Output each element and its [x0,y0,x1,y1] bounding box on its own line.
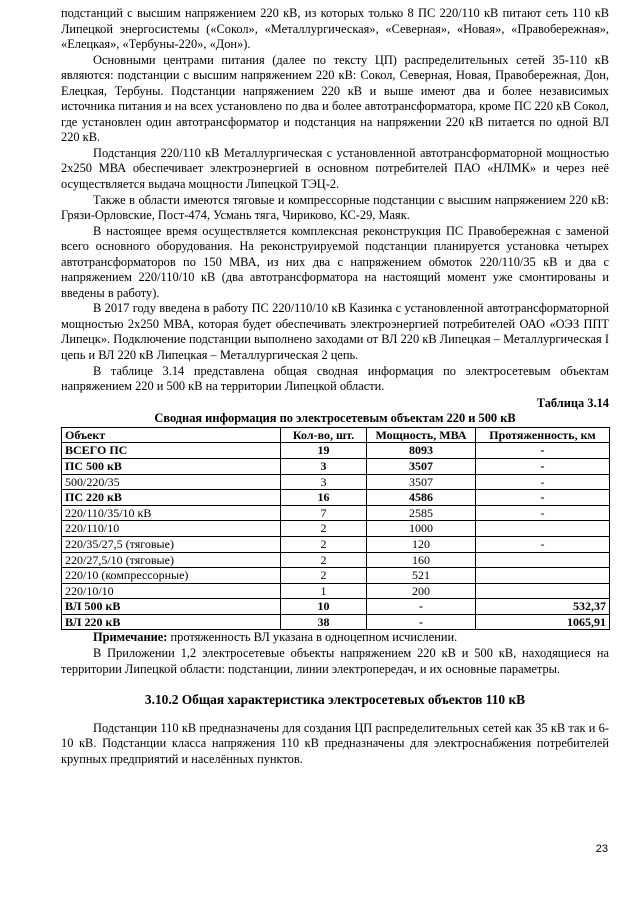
paragraph: В таблице 3.14 представлена общая сводная информация по электросетевым объектам напряжением 220 и 500 кВ на территории Липецкой области. [61,363,609,394]
cell-power: 1000 [367,521,476,537]
cell-object: 220/110/10 [62,521,281,537]
cell-object: 220/10 (компрессорные) [62,568,281,584]
paragraph: подстанций с высшим напряжением 220 кВ, из которых только 8 ПС 220/110 кВ питают сеть 110 кВ Липецкой энергосистемы («Сокол», «Металлургическая», «Северная», «Новая», «Правобережная», «Елецкая», «Тербуны-220», «Дон»). [61,6,609,52]
paragraph: Подстанция 220/110 кВ Металлургическая с установленной автотрансформаторной мощностью 2х250 МВА обеспечивает электроэнергией в основном потребителей ПАО «НЛМК» и через неё осуществляется выдача мощности Липецкой ТЭЦ-2. [61,145,609,192]
cell-object: ВЛ 220 кВ [62,614,281,630]
cell-count: 1 [281,583,367,599]
paragraph: Также в области имеются тяговые и компрессорные подстанции с высшим напряжением 220 кВ: Грязи-Орловские, Пост-474, Усмань тяга, Чириково, КС-29, Маяк. [61,192,609,223]
cell-count: 3 [281,474,367,490]
cell-count: 16 [281,490,367,506]
cell-power: 3507 [367,474,476,490]
cell-count: 3 [281,458,367,474]
cell-power: - [367,599,476,615]
cell-object: 500/220/35 [62,474,281,490]
cell-length: - [476,443,610,459]
cell-object: 220/10/10 [62,583,281,599]
table-row [62,490,610,506]
note-label: Примечание: [93,630,168,645]
cell-count: 2 [281,536,367,552]
cell-length: - [476,490,610,506]
cell-length: 532,37 [476,599,610,615]
column-header-power: Мощность, МВА [367,427,476,443]
paragraph: В 2017 году введена в работу ПС 220/110/10 кВ Казинка с установленной автотрансформаторной мощностью 2х250 МВА, которая будет обеспечивать электроэнергией потребителей ОАО «ОЭЗ ППТ Липецк». Подключение подстанции выполнено заходами от ВЛ 220 кВ Липецкая – Металлургическая I цепь и ВЛ 220 кВ Липецкая – Металлургическая 2 цепь. [61,301,609,363]
cell-count: 2 [281,521,367,537]
table-number: Таблица 3.14 [536,395,609,410]
column-header-length: Протяженность, км [476,427,610,443]
cell-power: 160 [367,552,476,568]
cell-power: 521 [367,568,476,584]
table-row [62,583,610,599]
cell-power: - [367,614,476,630]
cell-object: 220/35/27,5 (тяговые) [62,536,281,552]
table-body [62,443,610,630]
cell-object: ВСЕГО ПС [62,443,281,459]
cell-object: 220/110/35/10 кВ [62,505,281,521]
cell-length: - [476,474,610,490]
table-row [62,599,610,615]
cell-power: 8093 [367,443,476,459]
cell-length: - [476,505,610,521]
table-header-row [62,427,610,443]
table-title: Сводная информация по электросетевым объектам 220 и 500 кВ [154,411,516,426]
table-row [62,614,610,630]
summary-table [61,427,610,631]
cell-count: 2 [281,568,367,584]
cell-length [476,568,610,584]
cell-object: ВЛ 500 кВ [62,599,281,615]
cell-length [476,552,610,568]
table-row [62,474,610,490]
paragraph-appendix: В Приложении 1,2 электросетевые объекты напряжением 220 кВ и 500 кВ, находящиеся на территории Липецкой области: подстанции, линии электропередач, и их основные параметры. [61,646,609,676]
table-row [62,458,610,474]
cell-power: 200 [367,583,476,599]
cell-length: - [476,536,610,552]
cell-length: 1065,91 [476,614,610,630]
paragraph: Основными центрами питания (далее по тексту ЦП) распределительных сетей 35-110 кВ являются: подстанции с высшим напряжением 220 кВ: Сокол, Северная, Новая, Правобережная, Дон, Елецкая, Тербуны. Подстанции напряжением 220 кВ и выше имеют два и более независимых источника питания и на всех установлено по два и более автотрансформатора, кроме ПС 220 кВ Сокол, где установлен один автотрансформатор и подстанция на напряжении 220 кВ питается по одной ВЛ 220 кВ. [61,52,609,145]
cell-power: 3507 [367,458,476,474]
cell-length: - [476,458,610,474]
table-row [62,521,610,537]
paragraph: В настоящее время осуществляется комплексная реконструкция ПС Правобережная с заменой всего основного оборудования. На реконструируемой подстанции планируется установка четырех автотрансформаторов по 150 МВА, из них два с напряжением обмоток 220/110/35 кВ и два с напряжением 220/110/10 кВ (два автотрансформатора на настоящий момент уже смонтированы и введены в работу). [61,223,609,300]
cell-object: ПС 500 кВ [62,458,281,474]
body-text-top [61,6,609,395]
table-row [62,443,610,459]
paragraph-section: Подстанции 110 кВ предназначены для создания ЦП распределительных сетей как 35 кВ так и 6-10 кВ. Подстанции класса напряжения 110 кВ предназначены для электроснабжения потребителей крупных предприятий и населённых пунктов. [61,720,609,766]
table-row [62,552,610,568]
note-text: протяженность ВЛ указана в одноцепном исчислении. [167,630,458,645]
cell-count: 38 [281,614,367,630]
cell-power: 120 [367,536,476,552]
table-row [62,568,610,584]
cell-length [476,583,610,599]
column-header-object: Объект [62,427,281,443]
cell-object: ПС 220 кВ [62,490,281,506]
cell-length [476,521,610,537]
page-number: 23 [595,843,608,855]
column-header-count: Кол-во, шт. [281,427,367,443]
cell-power: 4586 [367,490,476,506]
cell-object: 220/27,5/10 (тяговые) [62,552,281,568]
table-row [62,505,610,521]
section-heading: 3.10.2 Общая характеристика электросетевых объектов 110 кВ [144,692,526,708]
cell-count: 10 [281,599,367,615]
table-row [62,536,610,552]
document-page [61,6,609,767]
cell-count: 2 [281,552,367,568]
cell-power: 2585 [367,505,476,521]
table-note [61,630,609,646]
cell-count: 7 [281,505,367,521]
cell-count: 19 [281,443,367,459]
